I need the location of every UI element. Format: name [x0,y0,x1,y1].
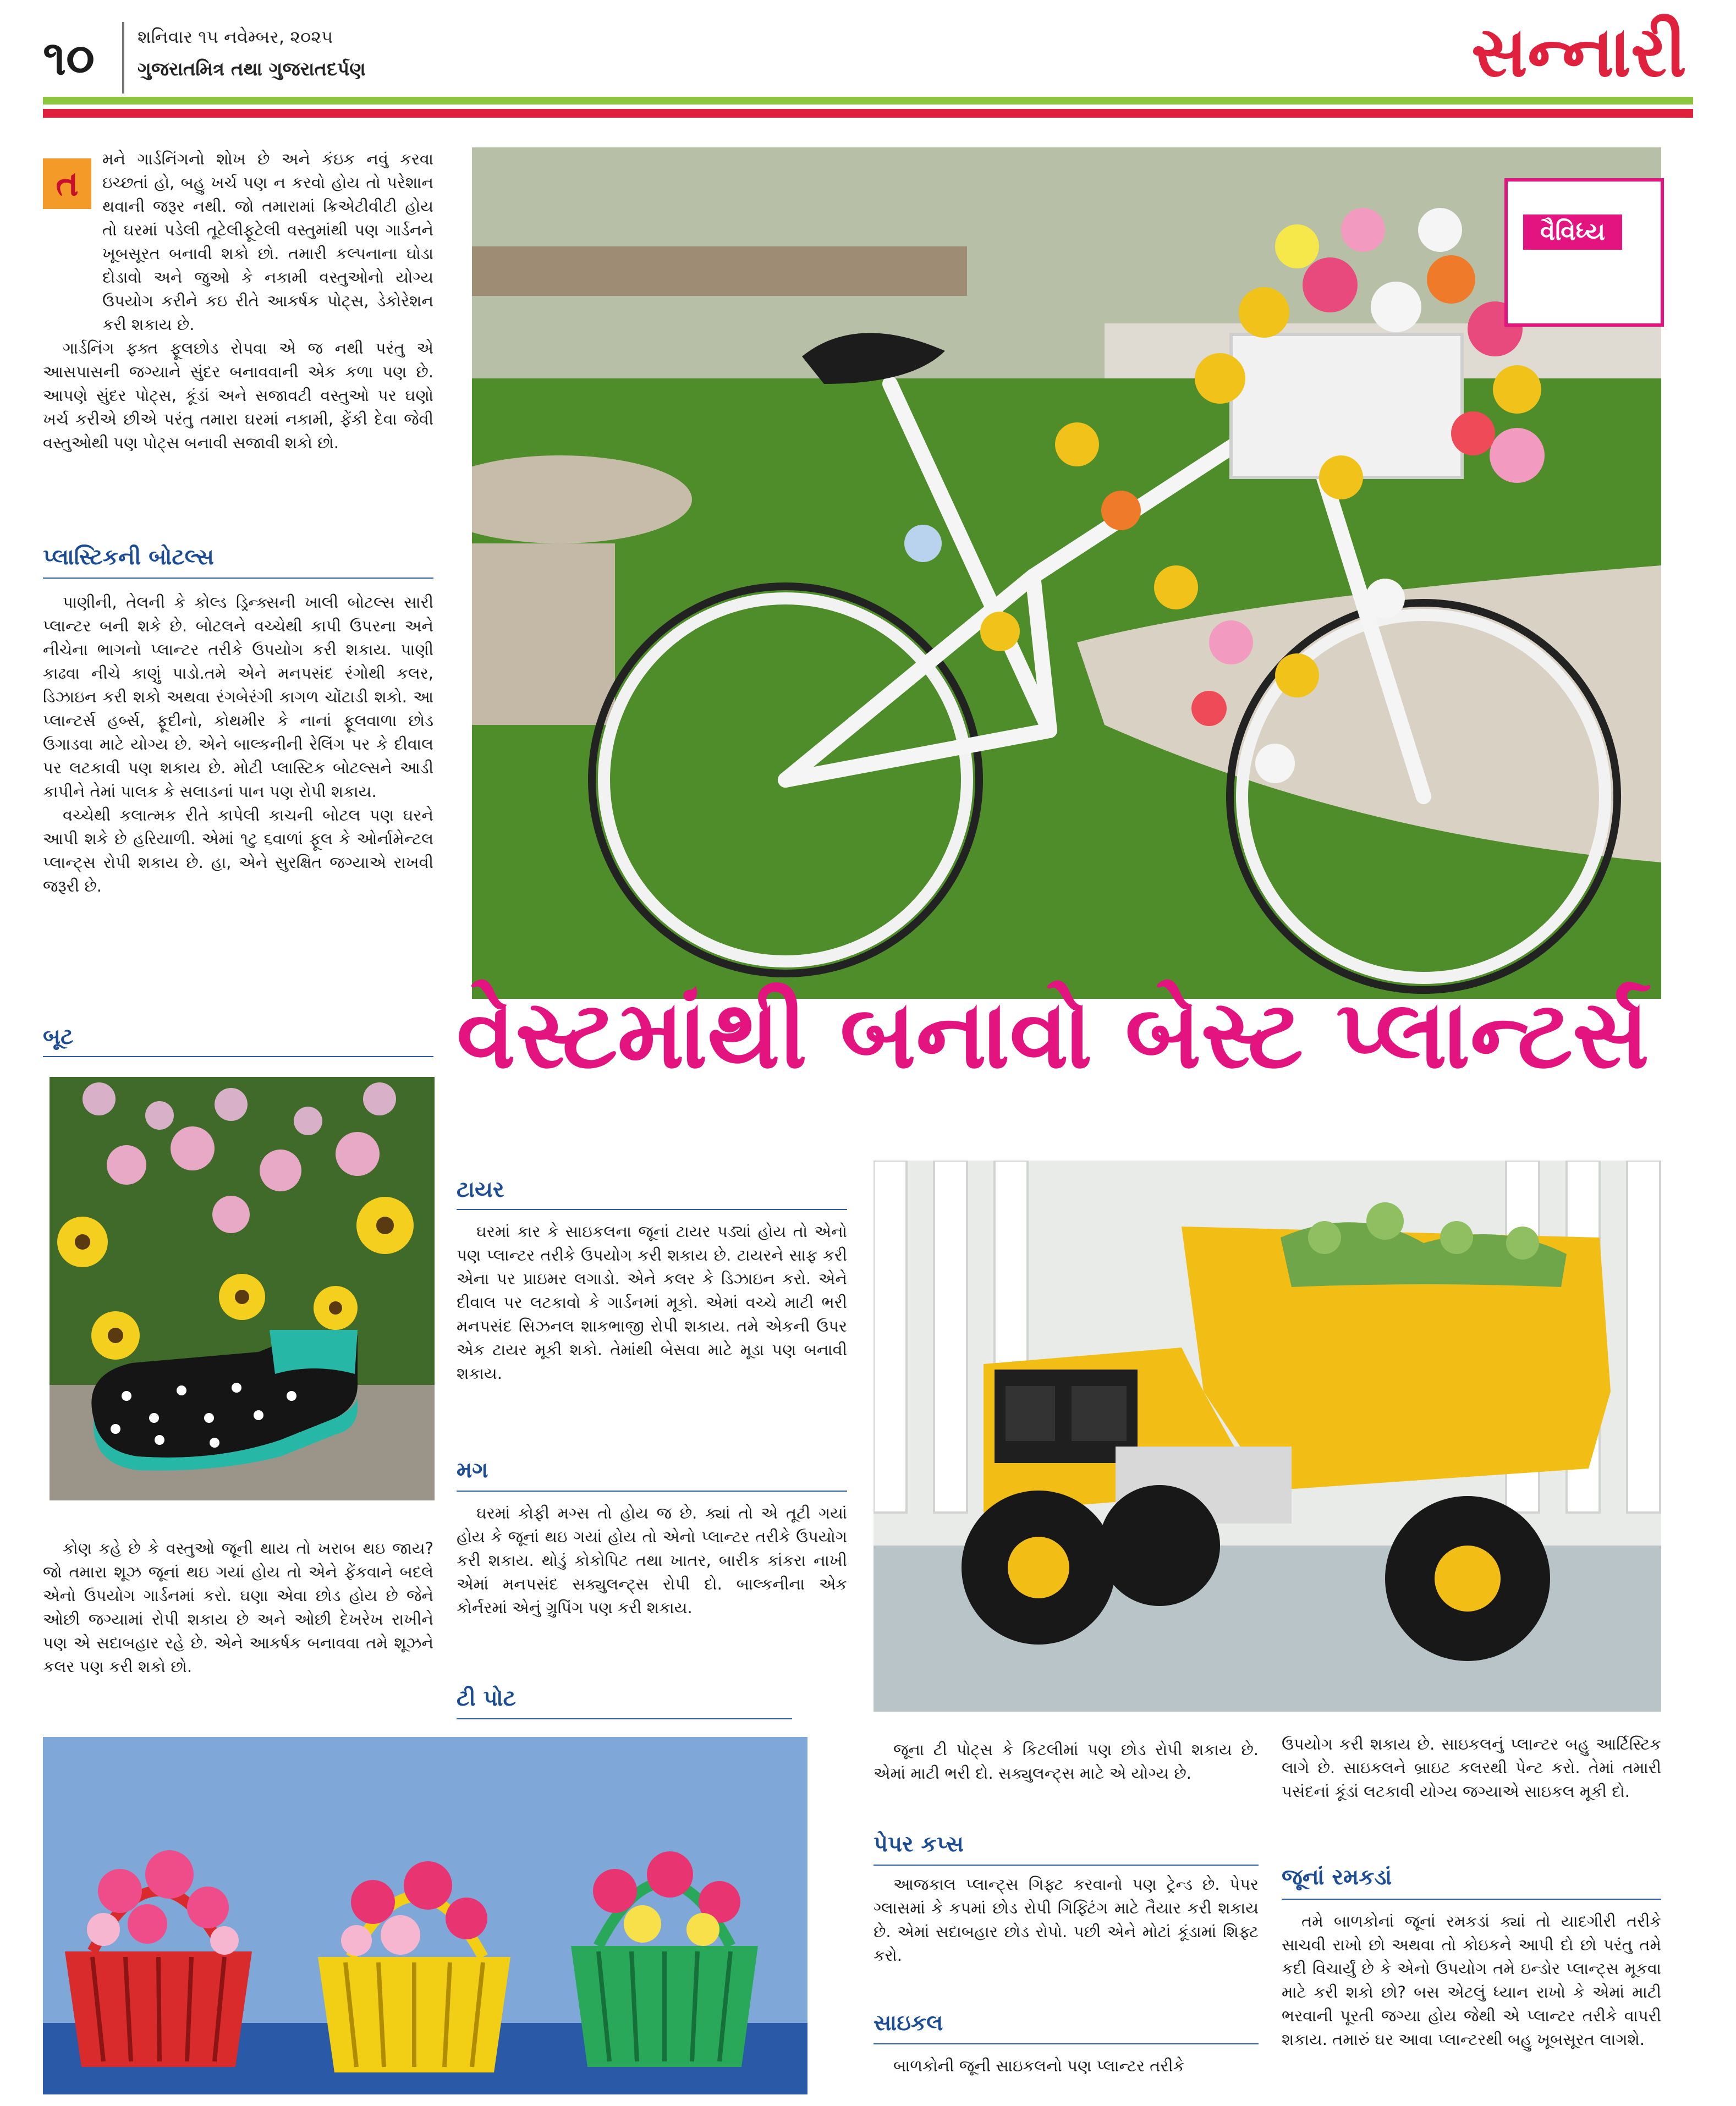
main-headline: વેસ્ટમાંથી બનાવો બેસ્ટ પ્લાન્ટર્સ [457,979,1650,1090]
badge-label: વૈવિધ્ય [1523,215,1622,250]
toys-text [1282,1910,1661,2052]
teapot-text [874,1738,1259,1785]
page-number: ૧૦ [43,31,95,86]
mug-rule [457,1491,847,1492]
bottles-text [43,591,433,898]
tyre-rule [457,1209,847,1210]
section-badge [1504,178,1664,327]
intro-paragraph-1: મને ગાર્ડનિંગનો શોખ છે અને કંઇક નવું કરવા ઇચ્છતાં હો, બહુ ખર્ચ પણ ન કરવો હોય તો પરેશાન થવાની જરૂર નથી. જો તમારામાં ક્રિએટીવીટી હોય તો ઘરમાં પડેલી તૂટેલીફૂટેલી વસ્તુમાંથી પણ ગાર્ડનને ખૂબસૂરત બનાવી શકો છો. તમારી કલ્પનાના ઘોડા દોડાવો અને જુઓ કે નકામી વસ્તુઓનો યોગ્ય ઉપયોગ કરીને કઇ રીતે આકર્ષક પોટ્સ, ડેકોરેશન કરી શકાય છે. [102,150,433,334]
mug-paragraph-1: ઘરમાં કોફી મગ્સ તો હોય જ છે. ક્યાં તો એ તૂટી ગયાં હોય કે જૂનાં થઇ ગયાં હોય તો એનો પ્લાન્ટર તરીકે ઉપયોગ કરી શકાય. થોડું કોકોપિટ તથા ખાતર, બારીક કાંકરા નાખી એમાં મનપસંદ સક્યુલન્ટ્સ રોપી દો. બાલ્કનીના એક કોર્નરમાં એનું ગ્રુપિંગ પણ કરી શકાય. [457,1504,847,1617]
papercups-heading: પેપર કપ્સ [874,1832,964,1857]
boot-text [43,1537,433,1679]
cycle-text-1 [874,2054,1259,2078]
header-divider [122,22,124,94]
cycle-rule [874,2043,1259,2044]
toy-truck-planter-photo [874,1161,1661,1712]
bottles-paragraph-2: વચ્ચેથી કલાત્મક રીતે કાપેલી કાચની બોટલ પણ ઘરને આપી શકે છે હરિયાળી. એમાં ૧ટુ ૬વાળાં ફૂલ કે ઓર્નામેન્ટલ પ્લાન્ટ્સ રોપી શકાય છે. હા, એને સુરક્ષિત જગ્યાએ રાખવી જરૂરી છે. [43,806,433,895]
bottles-heading: પ્લાસ્ટિકની બોટલ્સ [43,545,214,570]
header-rule-green [43,97,1693,105]
cycle-text-2 [1282,1733,1661,1803]
toys-heading: જૂનાં રમકડાં [1282,1865,1392,1890]
toys-paragraph-1: તમે બાળકોનાં જૂનાં રમકડાં ક્યાં તો યાદગીરી તરીકે સાચવી રાખો છો અથવા તો કોઇકને આપી દો છો પરંતુ તમે કદી વિચાર્યું છે કે એનો ઉપયોગ તમે ઇન્ડોર પ્લાન્ટ્સ મૂકવા માટે કરી શકો છો? બસ એટલું ધ્યાન રાખો કે એમાં માટી ભરવાની પૂરતી જગ્યા હોય જેથી એ પ્લાન્ટર તરીકે વાપરી શકાય. તમારું ઘર આવા પ્લાન્ટરથી બહુ ખૂબસૂરત લાગશે. [1282,1912,1661,2049]
tyre-heading: ટાયર [457,1177,504,1202]
papercups-text [874,1873,1259,1967]
teapot-heading: ટી પોટ [457,1686,516,1711]
tyre-paragraph-1: ઘરમાં કાર કે સાઇકલના જૂનાં ટાયર પડ્યાં હોય તો એનો પણ પ્લાન્ટર તરીકે ઉપયોગ કરી શકાય છે. ટાયરને સાફ કરી એના પર પ્રાઇમર લગાડો. એને કલર કે ડિઝાઇન કરો. એને દીવાલ પર લટકાવો કે ગાર્ડનમાં મૂકો. એમાં વચ્ચે માટી ભરી મનપસંદ સિઝનલ શાકભાજી રોપી શકાય. તમે એકની ઉપર એક ટાયર મૂકી શકો. તેમાંથી બેસવા માટે મૂડા પણ બનાવી શકાય. [457,1222,847,1383]
boot-heading: બૂટ [43,1024,74,1049]
mug-heading: મગ [457,1458,488,1483]
boot-planter-photo [50,1077,435,1500]
issue-date: શનિવાર ૧૫ નવેમ્બર, ૨૦૨૫ [138,26,333,47]
teapot-rule [457,1718,792,1719]
mug-text [457,1502,847,1620]
cycle-heading: સાઇકલ [874,2010,943,2036]
tyre-planters-photo [43,1737,807,2094]
teapot-paragraph-1: જૂના ટી પોટ્સ કે કિટલીમાં પણ છોડ રોપી શકાય છે. એમાં માટી ભરી દો. સક્યુલન્ટ્સ માટે એ યોગ્ય છે. [874,1740,1259,1783]
bottles-paragraph-1: પાણીની, તેલની કે કોલ્ડ ડ્રિન્ક્સની ખાલી બોટલ્સ સારી પ્લાન્ટર બની શકે છે. બોટલને વચ્ચેથી કાપી ઉપરના અને નીચેના ભાગનો પ્લાન્ટર તરીકે ઉપયોગ કરી શકાય. પાણી કાઢવા નીચે કાણું પાડો.તમે એને મનપસંદ રંગોથી કલર, ડિઝાઇન કરી શકો અથવા રંગબેરંગી કાગળ ચોંટાડી શકો. આ પ્લાન્ટર્સ હર્બ્સ, ફૂદીનો, કોથમીર કે નાનાં ફૂલવાળા છોડ ઉગાડવા માટે યોગ્ય છે. એને બાલ્કનીની રેલિંગ પર કે દીવાલ પર લટકાવી પણ શકાય છે. મોટી પ્લાસ્ટિક બોટલ્સને આડી કાપીને તેમાં પાલક કે સલાડનાં પાન પણ રોપી શકાય. [43,593,433,801]
cycle-paragraph-1: બાળકોની જૂની સાઇકલનો પણ પ્લાન્ટર તરીકે [893,2056,1185,2075]
drop-cap: ત [43,158,91,209]
papercups-paragraph-1: આજકાલ પ્લાન્ટ્સ ગિફ્ટ કરવાનો પણ ટ્રેન્ડ છે. પેપર ગ્લાસમાં કે કપમાં છોડ રોપી ગિફ્ટિંગ માટે તૈયાર કરી શકાય છે. એમાં સદાબહાર છોડ રોપો. પછી એને મોટાં કૂંડામાં શિફ્ટ કરો. [874,1875,1259,1965]
header-rule-red [43,109,1693,118]
papercups-rule [874,1865,1259,1866]
boot-rule [43,1056,433,1057]
bottles-rule [43,578,433,579]
tyre-text [457,1220,847,1385]
section-brand: સન્નારી [1471,11,1686,92]
newspaper-name: ગુજરાતમિત્ર તથા ગુજરાતદર્પણ [138,58,366,80]
boot-paragraph-1: કોણ કહે છે કે વસ્તુઓ જૂની થાય તો ખરાબ થઇ જાય? જો તમારા શૂઝ જૂનાં થઇ ગયાં હોય તો એને ફેંકવાને બદલે એનો ઉપયોગ ગાર્ડનમાં કરો. ઘણા એવા છોડ હોય છે જેને ઓછી જગ્યામાં રોપી શકાય છે અને ઓછી દેખરેખ રાખીને પણ એ સદાબહાર રહે છે. એને આકર્ષક બનાવવા તમે શૂઝને કલર પણ કરી શકો છો. [43,1539,433,1676]
cycle-paragraph-2: ઉપયોગ કરી શકાય છે. સાઇકલનું પ્લાન્ટર બહુ આર્ટિસ્ટિક લાગે છે. સાઇકલને બ્રાઇટ કલરથી પેન્ટ કરો. તેમાં તમારી પસંદનાં કૂંડાં લટકાવી યોગ્ય જગ્યાએ સાઇકલ મૂકી દો. [1282,1735,1661,1801]
bicycle-planter-photo [472,147,1661,999]
intro-text [43,147,433,455]
intro-paragraph-2: ગાર્ડનિંગ ફક્ત ફૂલછોડ રોપવા એ જ નથી પરંતુ એ આસપાસની જગ્યાને સુંદર બનાવવાની એક કળા પણ છે. આપણે સુંદર પોટ્સ, કૂંડાં અને સજાવટી વસ્તુઓ પર ઘણો ખર્ચ કરીએ છીએ પરંતુ તમારા ઘરમાં નકામી, ફેંકી દેવા જેવી વસ્તુઓથી પણ પોટ્સ બનાવી સજાવી શકો છો. [43,339,433,452]
toys-rule [1282,1899,1661,1900]
